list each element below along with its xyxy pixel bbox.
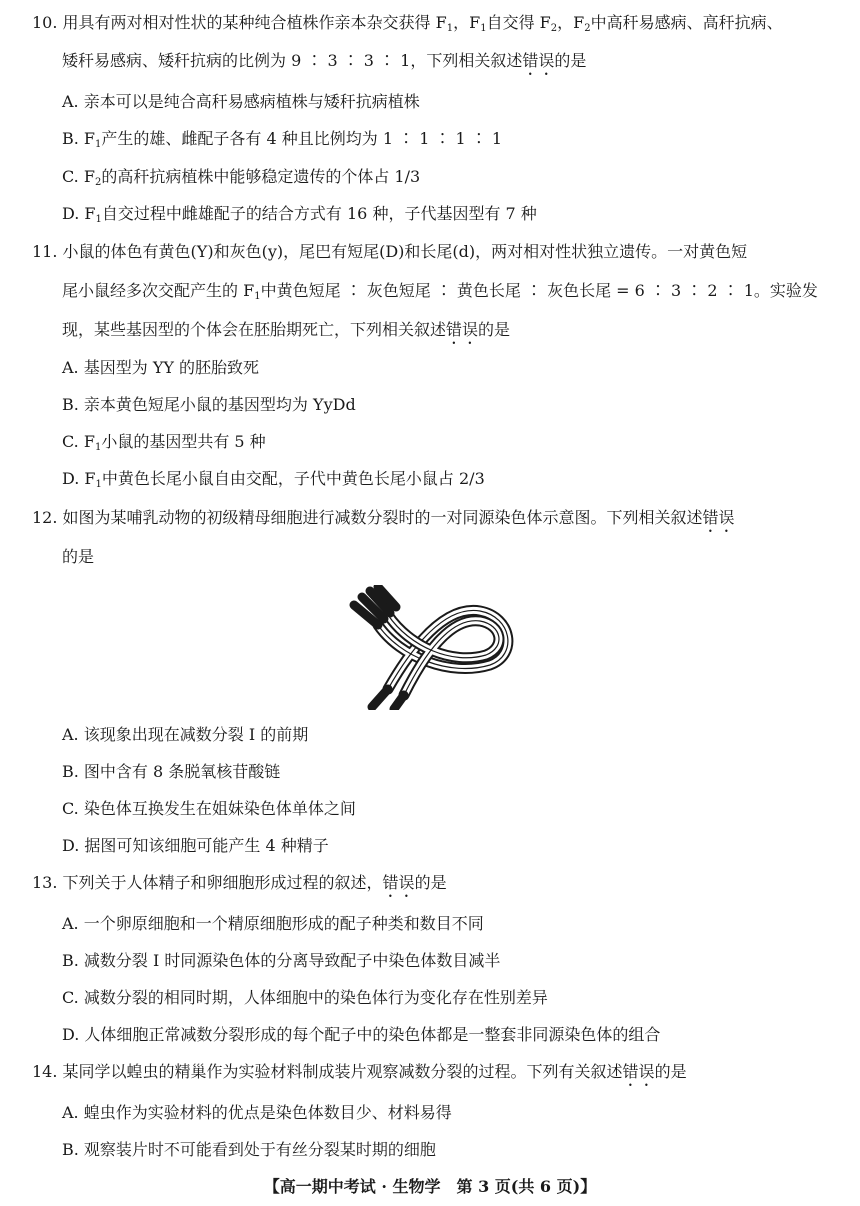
q13-option-b: B. 减数分裂 Ⅰ 时同源染色体的分离导致配子中染色体数目减半 [62, 951, 501, 970]
q14-option-b: B. 观察装片时不可能看到处于有丝分裂某时期的细胞 [62, 1140, 436, 1159]
q11-option-d: D. $F_1$中黄色长尾小鼠自由交配，子代中黄色长尾小鼠占 2/3 [62, 469, 485, 490]
q13-stem: 13. 下列关于人体精子和卵细胞形成过程的叙述，错误的是 [32, 873, 447, 892]
q12-option-b: B. 图中含有 8 条脱氧核苷酸链 [62, 762, 281, 781]
q11-stem-line3: 现，某些基因型的个体会在胚胎期死亡，下列相关叙述错误的是 [62, 320, 511, 339]
q10-option-b: B. $F_1$产生的雄、雌配子各有 4 种且比例均为 1 ∶ 1 ∶ 1 ∶ 1 [62, 129, 503, 150]
emphasis-mark: 错误 [522, 51, 555, 70]
q14-stem: 14. 某同学以蝗虫的精巢作为实验材料制成装片观察减数分裂的过程。下列有关叙述错误的是 [32, 1062, 687, 1081]
q12-stem-line1: 12. 如图为某哺乳动物的初级精母细胞进行减数分裂时的一对同源染色体示意图。下列相关叙述错误 [32, 508, 735, 527]
homologous-chromosome-figure [340, 585, 520, 710]
q11-option-b: B. 亲本黄色短尾小鼠的基因型均为 YyDd [62, 395, 356, 414]
q10-option-a: A. 亲本可以是纯合高秆易感病植株与矮秆抗病植株 [62, 92, 420, 111]
q12-option-a: A. 该现象出现在减数分裂 Ⅰ 的前期 [62, 725, 309, 744]
q11-option-a: A. 基因型为 YY 的胚胎致死 [62, 358, 260, 377]
q12-option-c: C. 染色体互换发生在姐妹染色体单体之间 [62, 799, 356, 818]
q10-option-c: C. $F_2$的高秆抗病植株中能够稳定遗传的个体占 1/3 [62, 167, 421, 188]
page-footer: 【高一期中考试 · 生物学 第 3 页(共 6 页)】 [263, 1177, 597, 1196]
q13-option-c: C. 减数分裂的相同时期，人体细胞中的染色体行为变化存在性别差异 [62, 988, 548, 1007]
q11-stem-line2: 尾小鼠经多次交配产生的 $F_1$中黄色短尾 ∶ 灰色短尾 ∶ 黄色长尾 ∶ 灰色长尾 = 6 ∶ 3 ∶ 2 ∶ 1。实验发 [62, 281, 818, 302]
q10-stem-line2: 矮秆易感病、矮秆抗病的比例为 9 ∶ 3 ∶ 3 ∶ 1，下列相关叙述错误的是 [62, 51, 587, 70]
q12-stem-line2: 的是 [62, 547, 95, 566]
emphasis-mark: 错误 [382, 873, 415, 892]
q13-option-a: A. 一个卵原细胞和一个精原细胞形成的配子种类和数目不同 [62, 914, 484, 933]
emphasis-mark: 错误 [446, 320, 479, 339]
q11-stem-line1: 11. 小鼠的体色有黄色(Y)和灰色(y)，尾巴有短尾(D)和长尾(d)，两对相对性状独立遗传。一对黄色短 [32, 242, 748, 261]
q13-option-d: D. 人体细胞正常减数分裂形成的每个配子中的染色体都是一整套非同源染色体的组合 [62, 1025, 661, 1044]
q10-stem-line1: 10. 用具有两对相对性状的某种纯合植株作亲本杂交获得 $F_1$，$F_1$自交得 $F_2$，$F_2$中高秆易感病、高秆抗病、 [32, 13, 783, 34]
q14-option-a: A. 蝗虫作为实验材料的优点是染色体数目少、材料易得 [62, 1103, 452, 1122]
q11-option-c: C. $F_1$小鼠的基因型共有 5 种 [62, 432, 266, 453]
q10-option-d: D. $F_1$自交过程中雌雄配子的结合方式有 16 种，子代基因型有 7 种 [62, 204, 537, 225]
q12-option-d: D. 据图可知该细胞可能产生 4 种精子 [62, 836, 329, 855]
emphasis-mark: 错误 [622, 1062, 655, 1081]
emphasis-mark: 错误 [702, 508, 735, 527]
